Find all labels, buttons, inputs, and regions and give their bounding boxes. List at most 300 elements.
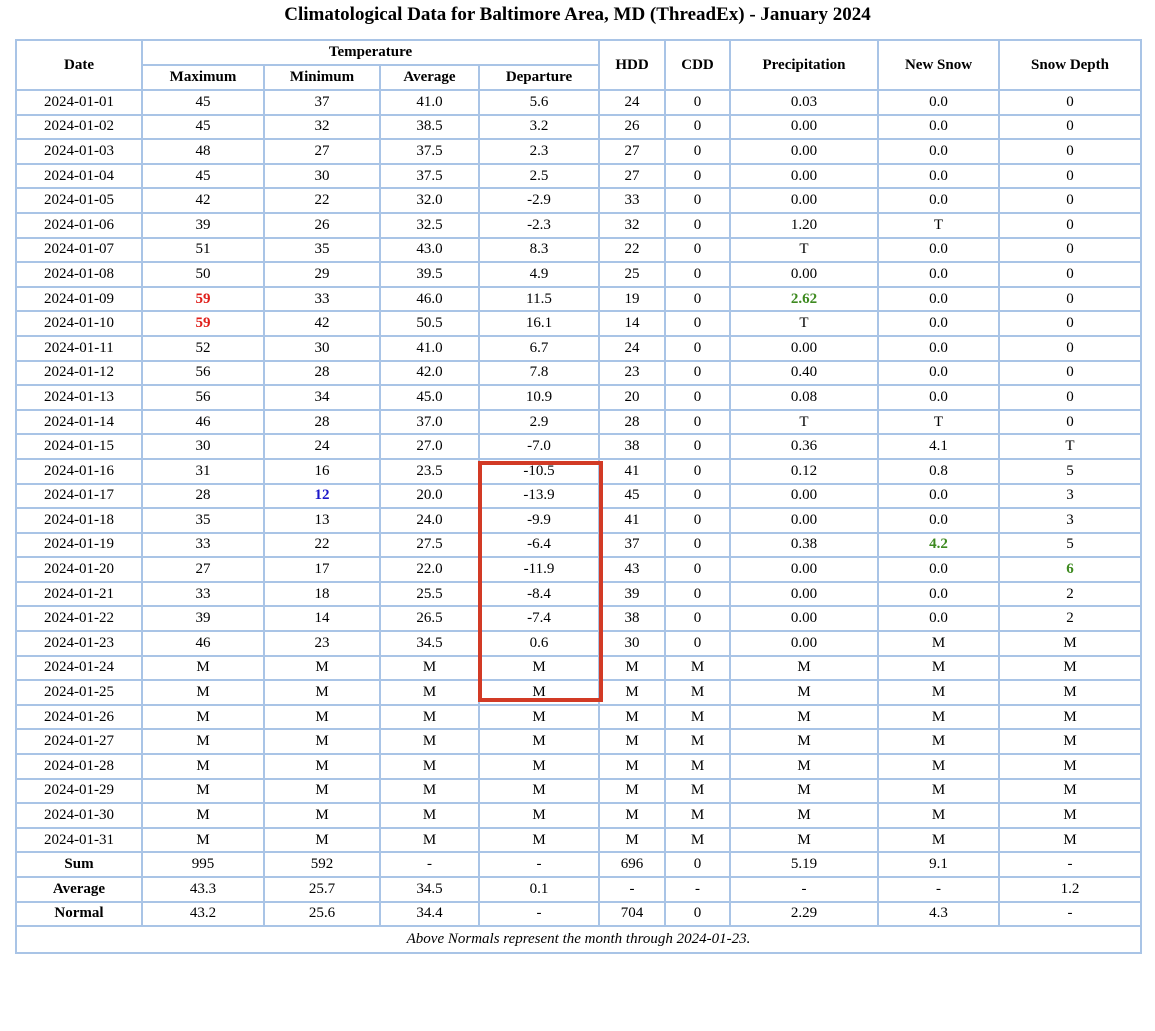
cell-date: 2024-01-23 bbox=[16, 631, 142, 656]
cell-precip: 2.29 bbox=[730, 902, 878, 927]
cell-snow: 0.0 bbox=[878, 238, 999, 263]
cell-dep: 2.9 bbox=[479, 410, 599, 435]
cell-date: Sum bbox=[16, 852, 142, 877]
cell-snow: 0.0 bbox=[878, 90, 999, 115]
table-row bbox=[16, 631, 1141, 656]
header-hdd: HDD bbox=[599, 40, 665, 90]
cell-date: 2024-01-14 bbox=[16, 410, 142, 435]
cell-snow: 0.0 bbox=[878, 336, 999, 361]
cell-max: 56 bbox=[142, 385, 264, 410]
cell-max: 50 bbox=[142, 262, 264, 287]
cell-snow: M bbox=[878, 754, 999, 779]
table-row bbox=[16, 361, 1141, 386]
cell-min: M bbox=[264, 803, 380, 828]
cell-cdd: M bbox=[665, 680, 730, 705]
cell-hdd: - bbox=[599, 877, 665, 902]
cell-precip: 0.38 bbox=[730, 533, 878, 558]
cell-snow: 0.0 bbox=[878, 361, 999, 386]
cell-dep: -11.9 bbox=[479, 557, 599, 582]
cell-hdd: M bbox=[599, 656, 665, 681]
cell-snow: M bbox=[878, 729, 999, 754]
cell-max: 31 bbox=[142, 459, 264, 484]
cell-snow: 4.3 bbox=[878, 902, 999, 927]
cell-avg: M bbox=[380, 705, 479, 730]
cell-max: 35 bbox=[142, 508, 264, 533]
cell-hdd: 23 bbox=[599, 361, 665, 386]
cell-hdd: 43 bbox=[599, 557, 665, 582]
cell-date: 2024-01-18 bbox=[16, 508, 142, 533]
cell-snow: T bbox=[878, 410, 999, 435]
cell-min: 18 bbox=[264, 582, 380, 607]
cell-max: 39 bbox=[142, 606, 264, 631]
cell-date: 2024-01-06 bbox=[16, 213, 142, 238]
cell-depth: 0 bbox=[999, 139, 1141, 164]
cell-depth: M bbox=[999, 779, 1141, 804]
cell-snow: M bbox=[878, 680, 999, 705]
cell-snow: 4.2 bbox=[878, 533, 999, 558]
cell-hdd: 27 bbox=[599, 139, 665, 164]
cell-precip: 1.20 bbox=[730, 213, 878, 238]
cell-hdd: 19 bbox=[599, 287, 665, 312]
cell-snow: M bbox=[878, 803, 999, 828]
cell-avg: 41.0 bbox=[380, 90, 479, 115]
summary-row bbox=[16, 877, 1141, 902]
cell-min: M bbox=[264, 779, 380, 804]
cell-date: 2024-01-29 bbox=[16, 779, 142, 804]
cell-precip: - bbox=[730, 877, 878, 902]
cell-snow: 0.0 bbox=[878, 262, 999, 287]
cell-date: 2024-01-21 bbox=[16, 582, 142, 607]
header-new-snow: New Snow bbox=[878, 40, 999, 90]
cell-dep: 8.3 bbox=[479, 238, 599, 263]
cell-cdd: 0 bbox=[665, 902, 730, 927]
cell-dep: 7.8 bbox=[479, 361, 599, 386]
cell-hdd: 33 bbox=[599, 188, 665, 213]
cell-max: M bbox=[142, 729, 264, 754]
cell-precip: 0.00 bbox=[730, 336, 878, 361]
cell-hdd: M bbox=[599, 705, 665, 730]
cell-snow: 0.0 bbox=[878, 164, 999, 189]
cell-max: 48 bbox=[142, 139, 264, 164]
cell-snow: T bbox=[878, 213, 999, 238]
cell-dep: M bbox=[479, 779, 599, 804]
table-row bbox=[16, 484, 1141, 509]
cell-avg: 34.5 bbox=[380, 877, 479, 902]
cell-avg: M bbox=[380, 754, 479, 779]
cell-date: 2024-01-16 bbox=[16, 459, 142, 484]
cell-hdd: M bbox=[599, 803, 665, 828]
table-row bbox=[16, 729, 1141, 754]
page-title: Climatological Data for Baltimore Area, MD (ThreadEx) - January 2024 bbox=[284, 4, 871, 25]
table-row bbox=[16, 238, 1141, 263]
header-minimum: Minimum bbox=[264, 65, 380, 90]
cell-depth: 3 bbox=[999, 508, 1141, 533]
cell-depth: 0 bbox=[999, 410, 1141, 435]
cell-max: 52 bbox=[142, 336, 264, 361]
cell-depth: 0 bbox=[999, 336, 1141, 361]
table-row bbox=[16, 139, 1141, 164]
cell-avg: M bbox=[380, 779, 479, 804]
cell-date: 2024-01-19 bbox=[16, 533, 142, 558]
cell-depth: 5 bbox=[999, 533, 1141, 558]
cell-min: M bbox=[264, 754, 380, 779]
cell-date: 2024-01-13 bbox=[16, 385, 142, 410]
cell-max: 33 bbox=[142, 533, 264, 558]
cell-cdd: 0 bbox=[665, 188, 730, 213]
cell-depth: 0 bbox=[999, 287, 1141, 312]
cell-avg: M bbox=[380, 729, 479, 754]
header-date: Date bbox=[16, 40, 142, 90]
cell-cdd: 0 bbox=[665, 508, 730, 533]
cell-avg: M bbox=[380, 680, 479, 705]
cell-depth: 2 bbox=[999, 606, 1141, 631]
cell-snow: 0.8 bbox=[878, 459, 999, 484]
cell-cdd: 0 bbox=[665, 459, 730, 484]
cell-cdd: 0 bbox=[665, 336, 730, 361]
cell-date: 2024-01-08 bbox=[16, 262, 142, 287]
cell-cdd: M bbox=[665, 754, 730, 779]
cell-date: 2024-01-09 bbox=[16, 287, 142, 312]
cell-depth: 0 bbox=[999, 164, 1141, 189]
cell-depth: M bbox=[999, 656, 1141, 681]
cell-cdd: 0 bbox=[665, 164, 730, 189]
cell-avg: 32.5 bbox=[380, 213, 479, 238]
cell-hdd: 39 bbox=[599, 582, 665, 607]
cell-hdd: M bbox=[599, 680, 665, 705]
cell-dep: M bbox=[479, 754, 599, 779]
cell-precip: 0.00 bbox=[730, 582, 878, 607]
cell-avg: 43.0 bbox=[380, 238, 479, 263]
cell-dep: M bbox=[479, 729, 599, 754]
cell-dep: 2.3 bbox=[479, 139, 599, 164]
cell-avg: 32.0 bbox=[380, 188, 479, 213]
cell-avg: 34.4 bbox=[380, 902, 479, 927]
cell-snow: 0.0 bbox=[878, 582, 999, 607]
cell-depth: 0 bbox=[999, 213, 1141, 238]
cell-cdd: 0 bbox=[665, 557, 730, 582]
cell-hdd: 25 bbox=[599, 262, 665, 287]
cell-snow: 0.0 bbox=[878, 484, 999, 509]
cell-cdd: 0 bbox=[665, 631, 730, 656]
cell-precip: M bbox=[730, 680, 878, 705]
table-body bbox=[16, 90, 1141, 852]
cell-hdd: 22 bbox=[599, 238, 665, 263]
cell-dep: 5.6 bbox=[479, 90, 599, 115]
cell-cdd: 0 bbox=[665, 582, 730, 607]
cell-min: 28 bbox=[264, 410, 380, 435]
cell-max: 51 bbox=[142, 238, 264, 263]
cell-precip: 0.00 bbox=[730, 139, 878, 164]
table-row bbox=[16, 557, 1141, 582]
header-cdd: CDD bbox=[665, 40, 730, 90]
cell-avg: 22.0 bbox=[380, 557, 479, 582]
cell-date: 2024-01-31 bbox=[16, 828, 142, 853]
cell-cdd: 0 bbox=[665, 606, 730, 631]
cell-max: 59 bbox=[142, 287, 264, 312]
table-row bbox=[16, 754, 1141, 779]
cell-dep: 0.6 bbox=[479, 631, 599, 656]
cell-snow: 4.1 bbox=[878, 434, 999, 459]
table-row bbox=[16, 262, 1141, 287]
table-row bbox=[16, 606, 1141, 631]
cell-date: 2024-01-28 bbox=[16, 754, 142, 779]
table-header bbox=[16, 40, 1141, 90]
cell-date: 2024-01-26 bbox=[16, 705, 142, 730]
cell-snow: M bbox=[878, 705, 999, 730]
cell-cdd: 0 bbox=[665, 311, 730, 336]
cell-depth: - bbox=[999, 902, 1141, 927]
cell-dep: M bbox=[479, 705, 599, 730]
cell-date: 2024-01-03 bbox=[16, 139, 142, 164]
cell-max: M bbox=[142, 754, 264, 779]
cell-min: 32 bbox=[264, 115, 380, 140]
cell-min: M bbox=[264, 705, 380, 730]
cell-snow: 0.0 bbox=[878, 508, 999, 533]
cell-hdd: 38 bbox=[599, 606, 665, 631]
summary-row bbox=[16, 902, 1141, 927]
cell-depth: 1.2 bbox=[999, 877, 1141, 902]
cell-max: M bbox=[142, 803, 264, 828]
cell-avg: 37.0 bbox=[380, 410, 479, 435]
cell-date: 2024-01-07 bbox=[16, 238, 142, 263]
cell-min: 16 bbox=[264, 459, 380, 484]
cell-hdd: 32 bbox=[599, 213, 665, 238]
cell-dep: -2.9 bbox=[479, 188, 599, 213]
cell-precip: 0.00 bbox=[730, 631, 878, 656]
cell-hdd: 20 bbox=[599, 385, 665, 410]
cell-avg: 27.5 bbox=[380, 533, 479, 558]
table-row bbox=[16, 213, 1141, 238]
cell-hdd: 38 bbox=[599, 434, 665, 459]
cell-min: 30 bbox=[264, 164, 380, 189]
cell-depth: 0 bbox=[999, 262, 1141, 287]
header-precipitation: Precipitation bbox=[730, 40, 878, 90]
cell-min: 34 bbox=[264, 385, 380, 410]
cell-snow: M bbox=[878, 779, 999, 804]
cell-date: 2024-01-11 bbox=[16, 336, 142, 361]
cell-avg: 39.5 bbox=[380, 262, 479, 287]
cell-cdd: M bbox=[665, 779, 730, 804]
cell-cdd: 0 bbox=[665, 262, 730, 287]
cell-date: 2024-01-05 bbox=[16, 188, 142, 213]
cell-depth: 3 bbox=[999, 484, 1141, 509]
cell-hdd: 28 bbox=[599, 410, 665, 435]
cell-dep: 3.2 bbox=[479, 115, 599, 140]
cell-dep: 0.1 bbox=[479, 877, 599, 902]
cell-cdd: 0 bbox=[665, 385, 730, 410]
cell-min: 12 bbox=[264, 484, 380, 509]
cell-precip: 0.40 bbox=[730, 361, 878, 386]
cell-min: 22 bbox=[264, 533, 380, 558]
cell-min: 13 bbox=[264, 508, 380, 533]
cell-snow: 0.0 bbox=[878, 606, 999, 631]
cell-precip: 0.03 bbox=[730, 90, 878, 115]
cell-cdd: 0 bbox=[665, 213, 730, 238]
cell-precip: 0.36 bbox=[730, 434, 878, 459]
cell-depth: 5 bbox=[999, 459, 1141, 484]
cell-date: 2024-01-15 bbox=[16, 434, 142, 459]
cell-avg: 50.5 bbox=[380, 311, 479, 336]
cell-depth: M bbox=[999, 680, 1141, 705]
cell-hdd: M bbox=[599, 828, 665, 853]
cell-avg: 25.5 bbox=[380, 582, 479, 607]
cell-min: 23 bbox=[264, 631, 380, 656]
cell-date: 2024-01-24 bbox=[16, 656, 142, 681]
cell-precip: M bbox=[730, 754, 878, 779]
table-row bbox=[16, 656, 1141, 681]
cell-max: 995 bbox=[142, 852, 264, 877]
cell-min: 28 bbox=[264, 361, 380, 386]
cell-dep: 11.5 bbox=[479, 287, 599, 312]
cell-precip: 0.00 bbox=[730, 262, 878, 287]
cell-precip: 0.12 bbox=[730, 459, 878, 484]
cell-hdd: 41 bbox=[599, 508, 665, 533]
table-row bbox=[16, 410, 1141, 435]
cell-date: 2024-01-12 bbox=[16, 361, 142, 386]
cell-avg: 45.0 bbox=[380, 385, 479, 410]
cell-avg: - bbox=[380, 852, 479, 877]
cell-dep: -10.5 bbox=[479, 459, 599, 484]
cell-cdd: 0 bbox=[665, 90, 730, 115]
cell-precip: 0.00 bbox=[730, 557, 878, 582]
cell-precip: 5.19 bbox=[730, 852, 878, 877]
cell-cdd: 0 bbox=[665, 434, 730, 459]
header-temperature: Temperature bbox=[142, 40, 599, 65]
cell-snow: - bbox=[878, 877, 999, 902]
cell-depth: 0 bbox=[999, 361, 1141, 386]
cell-dep: M bbox=[479, 680, 599, 705]
table-row bbox=[16, 164, 1141, 189]
cell-min: 42 bbox=[264, 311, 380, 336]
cell-avg: 26.5 bbox=[380, 606, 479, 631]
table-row bbox=[16, 705, 1141, 730]
table-row bbox=[16, 680, 1141, 705]
cell-dep: -2.3 bbox=[479, 213, 599, 238]
cell-max: 46 bbox=[142, 410, 264, 435]
cell-precip: T bbox=[730, 410, 878, 435]
cell-snow: 0.0 bbox=[878, 385, 999, 410]
cell-avg: 34.5 bbox=[380, 631, 479, 656]
cell-precip: M bbox=[730, 656, 878, 681]
cell-depth: 6 bbox=[999, 557, 1141, 582]
cell-min: 14 bbox=[264, 606, 380, 631]
cell-hdd: 30 bbox=[599, 631, 665, 656]
cell-date: 2024-01-02 bbox=[16, 115, 142, 140]
cell-dep: - bbox=[479, 852, 599, 877]
cell-snow: 0.0 bbox=[878, 557, 999, 582]
cell-depth: M bbox=[999, 754, 1141, 779]
cell-dep: M bbox=[479, 656, 599, 681]
cell-avg: 27.0 bbox=[380, 434, 479, 459]
table-row bbox=[16, 533, 1141, 558]
cell-cdd: 0 bbox=[665, 139, 730, 164]
table-row bbox=[16, 188, 1141, 213]
cell-max: 33 bbox=[142, 582, 264, 607]
cell-cdd: M bbox=[665, 705, 730, 730]
cell-precip: M bbox=[730, 705, 878, 730]
cell-max: 43.2 bbox=[142, 902, 264, 927]
cell-cdd: 0 bbox=[665, 533, 730, 558]
cell-precip: T bbox=[730, 238, 878, 263]
cell-avg: 42.0 bbox=[380, 361, 479, 386]
header-average: Average bbox=[380, 65, 479, 90]
cell-precip: 2.62 bbox=[730, 287, 878, 312]
cell-cdd: 0 bbox=[665, 852, 730, 877]
table-row bbox=[16, 459, 1141, 484]
cell-cdd: M bbox=[665, 656, 730, 681]
cell-max: M bbox=[142, 779, 264, 804]
table-row bbox=[16, 828, 1141, 853]
cell-avg: 46.0 bbox=[380, 287, 479, 312]
cell-hdd: M bbox=[599, 729, 665, 754]
cell-precip: 0.00 bbox=[730, 164, 878, 189]
cell-depth: 0 bbox=[999, 238, 1141, 263]
cell-date: 2024-01-10 bbox=[16, 311, 142, 336]
cell-avg: 37.5 bbox=[380, 164, 479, 189]
cell-hdd: 696 bbox=[599, 852, 665, 877]
cell-depth: 0 bbox=[999, 311, 1141, 336]
cell-max: 28 bbox=[142, 484, 264, 509]
cell-hdd: M bbox=[599, 754, 665, 779]
cell-depth: M bbox=[999, 705, 1141, 730]
cell-snow: 0.0 bbox=[878, 139, 999, 164]
table-row bbox=[16, 115, 1141, 140]
cell-snow: 9.1 bbox=[878, 852, 999, 877]
cell-precip: 0.00 bbox=[730, 606, 878, 631]
cell-dep: 16.1 bbox=[479, 311, 599, 336]
cell-depth: 2 bbox=[999, 582, 1141, 607]
cell-max: M bbox=[142, 828, 264, 853]
cell-hdd: 37 bbox=[599, 533, 665, 558]
cell-precip: 0.00 bbox=[730, 188, 878, 213]
cell-min: 29 bbox=[264, 262, 380, 287]
cell-avg: M bbox=[380, 828, 479, 853]
cell-date: 2024-01-30 bbox=[16, 803, 142, 828]
cell-depth: T bbox=[999, 434, 1141, 459]
cell-date: 2024-01-20 bbox=[16, 557, 142, 582]
cell-date: 2024-01-04 bbox=[16, 164, 142, 189]
cell-dep: -6.4 bbox=[479, 533, 599, 558]
cell-precip: M bbox=[730, 779, 878, 804]
cell-dep: -7.4 bbox=[479, 606, 599, 631]
header-departure: Departure bbox=[479, 65, 599, 90]
cell-depth: - bbox=[999, 852, 1141, 877]
cell-min: M bbox=[264, 828, 380, 853]
cell-min: 24 bbox=[264, 434, 380, 459]
cell-date: 2024-01-25 bbox=[16, 680, 142, 705]
table-row bbox=[16, 508, 1141, 533]
cell-dep: 10.9 bbox=[479, 385, 599, 410]
cell-dep: 4.9 bbox=[479, 262, 599, 287]
summary-row bbox=[16, 852, 1141, 877]
cell-max: 42 bbox=[142, 188, 264, 213]
cell-dep: -7.0 bbox=[479, 434, 599, 459]
cell-hdd: M bbox=[599, 779, 665, 804]
cell-date: Average bbox=[16, 877, 142, 902]
cell-date: 2024-01-27 bbox=[16, 729, 142, 754]
cell-hdd: 45 bbox=[599, 484, 665, 509]
climate-table bbox=[15, 39, 1142, 954]
cell-hdd: 704 bbox=[599, 902, 665, 927]
cell-max: 45 bbox=[142, 115, 264, 140]
cell-max: 56 bbox=[142, 361, 264, 386]
header-snow-depth: Snow Depth bbox=[999, 40, 1141, 90]
cell-min: 22 bbox=[264, 188, 380, 213]
cell-precip: M bbox=[730, 828, 878, 853]
cell-snow: M bbox=[878, 656, 999, 681]
cell-depth: 0 bbox=[999, 188, 1141, 213]
cell-avg: 37.5 bbox=[380, 139, 479, 164]
